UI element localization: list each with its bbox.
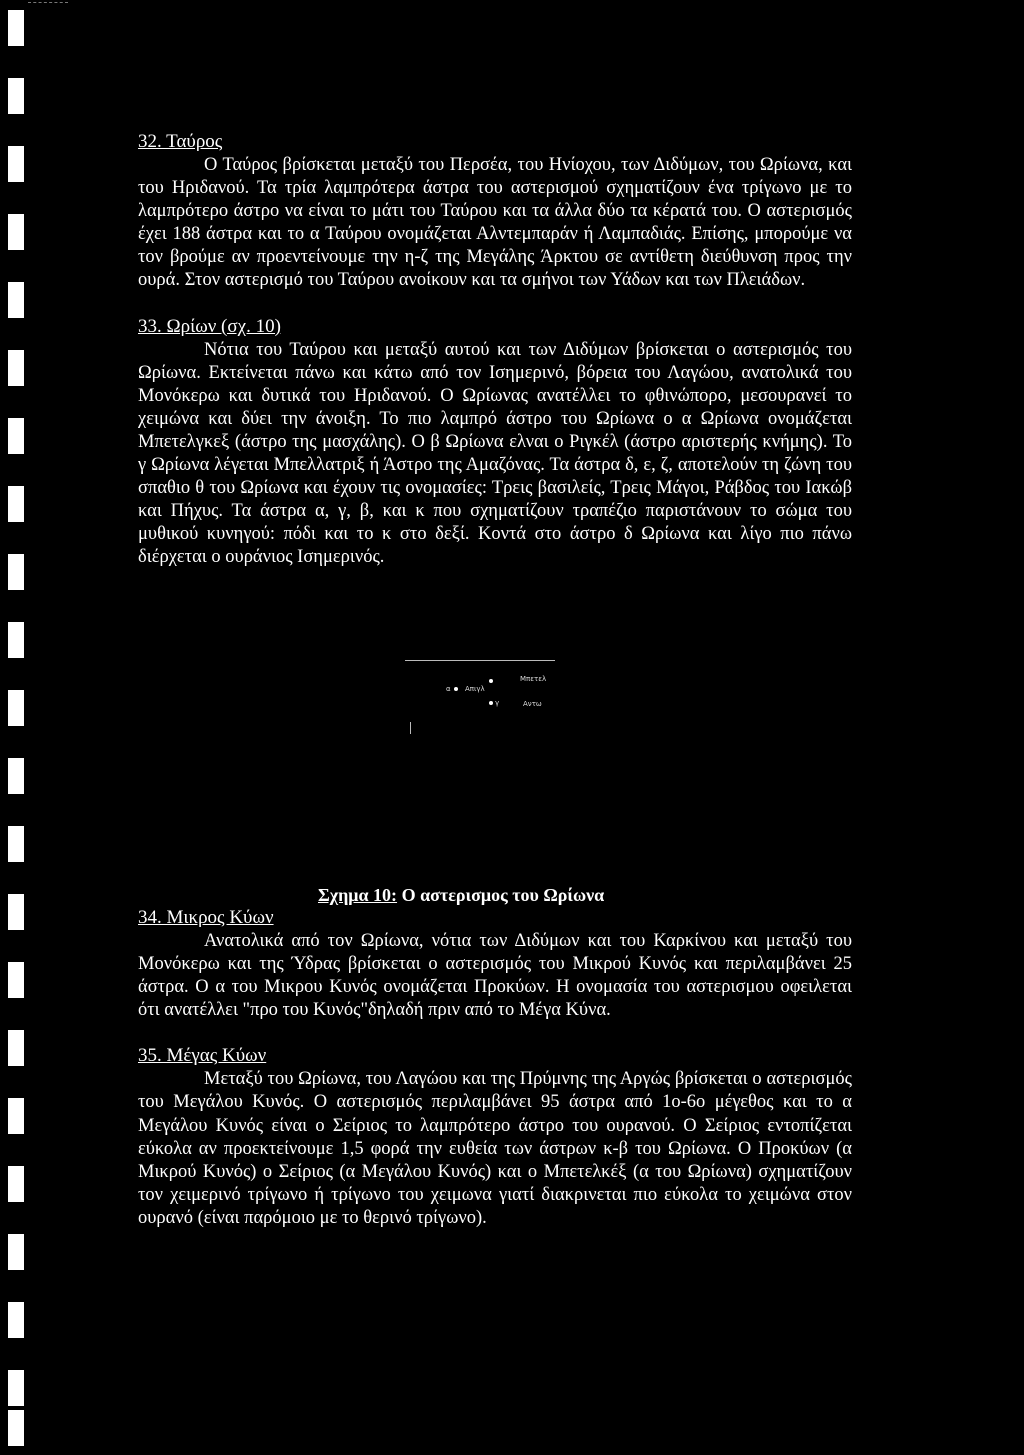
figure-tick — [410, 722, 411, 734]
section-title: 32. Ταύρος — [138, 131, 223, 152]
star-dot — [489, 679, 493, 683]
section-paragraph: Ο Ταύρος βρίσκεται μεταξύ του Περσέα, του Ηνίοχου, των Διδύμων, του Ωρίωνα, και του Ηριδανού. Τα τρία λαμπρότερα άστρα του αστερισμού σχηματίζουν ένα τρίγωνο με το λαμπρότερο άστρο να είναι το μάτι του Ταύρου και τα άλλα δύο τα κέρατά του. Ο αστερισμός έχει 188 άστρα και το α Ταύρου ονομάζεται Αλντεμπαράν ή Λαμπαδιάς. Επίσης, μπορούμε να τον βρούμε αν προεντείνουμε την η-ζ της Μεγάλης Άρκτου σε αντίθετη διεύθυνση προς την ουρά. Στον αστερισμό του Ταύρου ανοίκουν και τα σμήνοι των Υάδων και των Πλειάδων. — [138, 155, 852, 291]
binding-edge — [8, 0, 24, 1455]
caption-text: Ο αστερισμος του Ωρίωνα — [401, 885, 605, 905]
figure-label: Αντω — [523, 700, 542, 708]
caption-label: Σχημα 10: — [318, 885, 398, 905]
section-paragraph: Νότια του Ταύρου και μεταξύ αυτού και των Διδύμων βρίσκεται ο αστερισμός του Ωρίωνα. Εκτείνεται πάνω και κάτω από τον Ισημερινό, βόρεια του Λαγώου, ανατολικά του Μονόκερω και δυτικά του Ηριδανού. Ο Ωρίωνας ανατέλλει το φθινώπορο, μεσουρανεί το χειμώνα και δύει την άνοιξη. Το πιο λαμπρό άστρο του Ωρίωνα ο α Ωρίωνα ονομάζεται Μπετελγκεξ (άστρο της μασχάλης). Ο β Ωρίωνα ελναι ο Ριγκέλ (άστρο αριστερής κνήμης). Το γ Ωρίωνα λέγεται Μπελλατριξ ή Άστρο της Αμαζόνας. Τα άστρα δ, ε, ζ, αποτελούν τη ζώνη του σπαθιο θ του Ωρίωνα και έχουν τις ονομασίες: Τρεις βασιλείς, Τρεις Μάγοι, Ράβδος του Ιακώβ και Πήχυς. Τα άστρα α, γ, β, και κ που σχηματίζουν τραπέζιο παριστάνουν το σώμα του μυθικού κυνηγού: πόδι και το κ στο δεξί. Κοντά στο άστρο δ Ωρίωνα και λίγο πιο πάνω διέρχεται ο ουράνιος Ισημερινός. — [138, 339, 852, 568]
scan-mark — [28, 2, 68, 6]
figure-label: Μπετελ — [520, 675, 547, 683]
section-canis-major — [138, 1044, 852, 1230]
section-paragraph: Ανατολικά από τον Ωρίωνα, νότια των Διδύμων και του Καρκίνου και μεταξύ του Μονόκερω και της Ύδρας βρίσκεται ο αστερισμός του Μικρού Κυνός και περιλαμβάνει 25 άστρα. Ο α του Μικρου Κυνός ονομάζεται Προκύων. Η ονομασία του αστερισμου οφειλεται ότι ανατέλλει "προ του Κυνός"δηλαδή πριν από το Μέγα Κύνα. — [138, 931, 852, 1021]
section-paragraph: Μεταξύ του Ωρίωνα, του Λαγώου και της Πρύμνης της Αργώς βρίσκεται ο αστερισμός του Μεγάλου Κυνός. Ο αστερισμός περιλαμβάνει 95 άστρα από 1ο-6ο μέγεθος και το α Μεγάλου Κυνός είναι ο Σείριος το λαμπρότερο άστρο του ουρανού. Ο Σείριος εντοπίζεται εύκολα αν προεκτείνουμε 1,5 φορά την ευθεία των άστρων κ-β του Ωρίωνα. Ο Προκύων (α Μικρού Κυνός) ο Σείριος (α Μεγάλου Κυνός) και ο Μπετελκέξ (α του Ωρίωνα) σχηματίζουν τον χειμερινό τρίγωνο ή τρίγωνο του χειμωνα γιατί διακρινεται πιο εύκολα το χειμώνα στον ουρανό (είναι παρόμοιο με το θερινό τρίγωνο). — [138, 1069, 852, 1228]
section-title: 34. Μικρος Κύων — [138, 907, 274, 928]
orion-figure — [403, 650, 613, 770]
section-title: 35. Μέγας Κύων — [138, 1045, 267, 1067]
figure-label: α — [446, 685, 451, 693]
page-body-top — [138, 130, 852, 570]
star-dot — [489, 701, 493, 705]
page-body-bottom — [138, 906, 852, 1230]
figure-rule — [405, 660, 555, 661]
figure-label: Απιγλ — [465, 685, 485, 693]
star-dot — [454, 687, 458, 691]
figure-label: γ — [495, 699, 500, 707]
figure-caption — [318, 884, 604, 906]
section-title: 33. Ωρίων (σχ. 10) — [138, 315, 281, 337]
section-orion — [138, 315, 852, 570]
section-taurus — [138, 130, 852, 293]
section-canis-minor — [138, 906, 852, 1022]
